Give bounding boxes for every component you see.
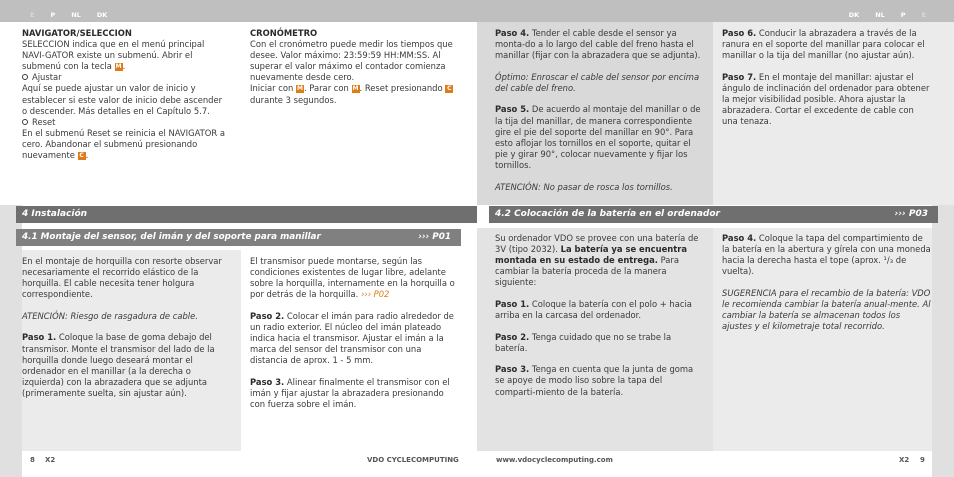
step-1-text: Paso 1. Coloque la base de goma debajo del transmisor. Monte el transmisor del lado de la horquilla donde luego deseará montar el ordenador en el manillar (a la derecha o izquierda) con la abrazadera que se adjunta (primeramente suelta, sin ajustar aún). — [22, 332, 215, 398]
battery-step-1: Paso 1. Coloque la batería con el polo + hacia arriba en la carcasa del ordenador. — [495, 298, 692, 321]
subsection-title: 4.1 Montaje del sensor, del imán y del soporte para manillar — [22, 232, 321, 242]
right-header-bar — [477, 0, 954, 22]
model-name: X2 — [45, 456, 56, 464]
battery-col-4 — [722, 233, 932, 343]
stopwatch-controls: Iniciar con M. Parar con M. Reset presionando C durante 3 segundos. — [250, 83, 452, 105]
c-key-icon: C — [447, 85, 452, 93]
lang-tab-e[interactable]: E — [30, 11, 35, 19]
reset-item: Reset — [22, 117, 227, 128]
lang-tab-e[interactable]: E — [921, 11, 926, 19]
adjust-text: Aquí se puede ajustar un valor de inicio y establecer si este valor de inicio debe ascender o descender. Más detalles en el Capítulo 5.7. — [22, 83, 223, 116]
steps-4-5 — [495, 28, 705, 203]
optional-note: Óptimo: Enroscar el cable del sensor por encima del cable del freno. — [495, 71, 700, 93]
page-number: 9 — [920, 456, 925, 464]
steps-6-7 — [722, 28, 932, 138]
step-3-text: Paso 3. Alinear finalmente el transmisor con el imán y fijar ajustar la abrazadera presionando con fuerza sobre el imán. — [250, 376, 450, 410]
reset-text: En el submenú Reset se reinicia el NAVIGATOR a cero. Abandonar el submenú presionando nuevamente C . — [22, 127, 226, 161]
brand-name: VDO CYCLECOMPUTING — [367, 456, 459, 464]
step-6-text: Paso 6. Conducir la abrazadera a través de la ranura en el soporte del manillar para colocar el manillar o la tija del manillar (no ajustar aún). — [722, 28, 925, 61]
left-footer — [0, 451, 477, 477]
battery-col-3 — [495, 233, 705, 408]
warning-note: ATENCIÓN: No pasar de rosca los tornillos. — [495, 181, 673, 192]
stopwatch-section — [250, 28, 455, 106]
battery-step-4: Paso 4. Coloque la tapa del compartimiento de la batería en la abertura y gírela con una moneda hacia la derecha hasta el tope (aprox. ¹/₃ de vuelta). — [722, 233, 931, 277]
battery-suggestion: SUGERENCIA para el recambio de la batería: VDO le recomienda cambiar la batería anual-mente. Al cambiar la batería se almacenan todos los ajustes y el kilometraje total recorrido. — [722, 287, 931, 332]
subsection-mounting-bar — [16, 229, 461, 246]
website-link[interactable]: www.vdocyclecomputing.com — [496, 456, 613, 464]
section-figure-ref[interactable]: ››› P03 — [894, 209, 928, 219]
right-language-tabs — [849, 11, 926, 19]
step-7-text: Paso 7. En el montaje del manillar: ajustar el ángulo de inclinación del ordenador para obtener la mejor visibilidad posible. Ahora ajustar la abrazadera. Cortar el excedente de cable con una tenaza. — [722, 71, 930, 127]
left-language-tabs — [30, 11, 107, 19]
battery-intro: Su ordenador VDO se provee con una batería de 3V (tipo 2032). La batería ya se encuentra montada en su estado de entrega. Para cambiar la batería proceda de la manera siguiente: — [495, 233, 699, 288]
step-2-text: Paso 2. Colocar el imán para radio alrededor de un radio exterior. El núcleo del imán plateado indica hacia el transmisor. Ajustar el imán a la marca del sensor del transmisor con una distancia de aprox. 1 - 5 mm. — [250, 310, 454, 366]
m-key-icon: M — [352, 85, 359, 93]
lang-tab-nl[interactable]: NL — [875, 11, 885, 19]
step-5-text: Paso 5. De acuerdo al montaje del manillar o de la tija del manillar, de manera correspondiente gire el pie del soporte del manillar en 90°. Para esto aflojar los tornillos en el soporte, quitar el pie y girar 90°, colocar nuevamente y fijar los tornillos. — [495, 104, 701, 170]
c-key-icon: C — [79, 152, 84, 160]
lang-tab-nl[interactable]: NL — [71, 11, 81, 19]
mounting-options: El transmisor puede montarse, según las condiciones existentes de lugar libre, adelante sobre la horquilla, internamente en la horquilla o por detrás de la horquilla. ››› P02 — [250, 256, 455, 300]
stopwatch-text: Con el cronómetro puede medir los tiempos que desee. Valor máximo: 23:59:59 HH:MM:SS. Al superar el valor máximo el contador comienza nuevamente desde cero. — [250, 39, 453, 83]
step-4-text: Paso 4. Tender el cable desde el sensor ya monta-do a lo largo del cable del freno hasta el manillar (fijar con la abrazadera que se adjunta). — [495, 28, 701, 61]
battery-step-3: Paso 3. Tenga en cuenta que la junta de goma se apoye de modo liso sobre la tapa del comparti-miento de la batería. — [495, 364, 694, 397]
lang-tab-p[interactable]: P — [50, 11, 56, 19]
section-title: 4.2 Colocación de la batería en el ordenador — [495, 209, 720, 219]
mounting-intro: En el montaje de horquilla con resorte observar necesariamente el recorrido elástico de la horquilla. El cable necesita tener holgura correspondiente. — [22, 256, 222, 300]
lang-tab-dk[interactable]: DK — [848, 11, 860, 19]
navigator-heading: NAVIGATOR/SELECCION — [22, 28, 132, 38]
navigator-text: SELECCION indica que en el menú principal NAVI-GATOR existe un submenú. Abrir el submenú con la tecla M. — [22, 39, 205, 72]
bullet-icon — [22, 74, 28, 80]
mounting-col-2 — [250, 256, 458, 421]
mounting-col-1 — [22, 256, 234, 410]
page-number: 8 — [30, 456, 35, 464]
model-name: X2 — [899, 456, 910, 464]
right-footer — [477, 451, 954, 477]
section-installation-bar — [16, 206, 477, 223]
left-header-bar — [0, 0, 477, 22]
section-title: 4 Instalación — [22, 209, 88, 219]
navigator-section — [22, 28, 227, 161]
lang-tab-dk[interactable]: DK — [96, 11, 108, 19]
lang-tab-p[interactable]: P — [900, 11, 906, 19]
subsection-figure-ref[interactable]: ››› P01 — [418, 232, 451, 242]
adjust-item: Ajustar — [22, 72, 227, 83]
mounting-warning: ATENCIÓN: Riesgo de rasgadura de cable. — [22, 310, 198, 321]
m-key-icon: M — [115, 63, 122, 71]
battery-step-2: Paso 2. Tenga cuidado que no se trabe la batería. — [495, 331, 672, 353]
stopwatch-heading: CRONÓMETRO — [250, 28, 318, 38]
bullet-icon — [22, 119, 28, 125]
m-key-icon: M — [296, 85, 303, 93]
section-battery-bar — [489, 206, 938, 223]
right-gutter — [932, 205, 954, 477]
figure-ref-p02[interactable]: ››› P02 — [360, 289, 390, 300]
